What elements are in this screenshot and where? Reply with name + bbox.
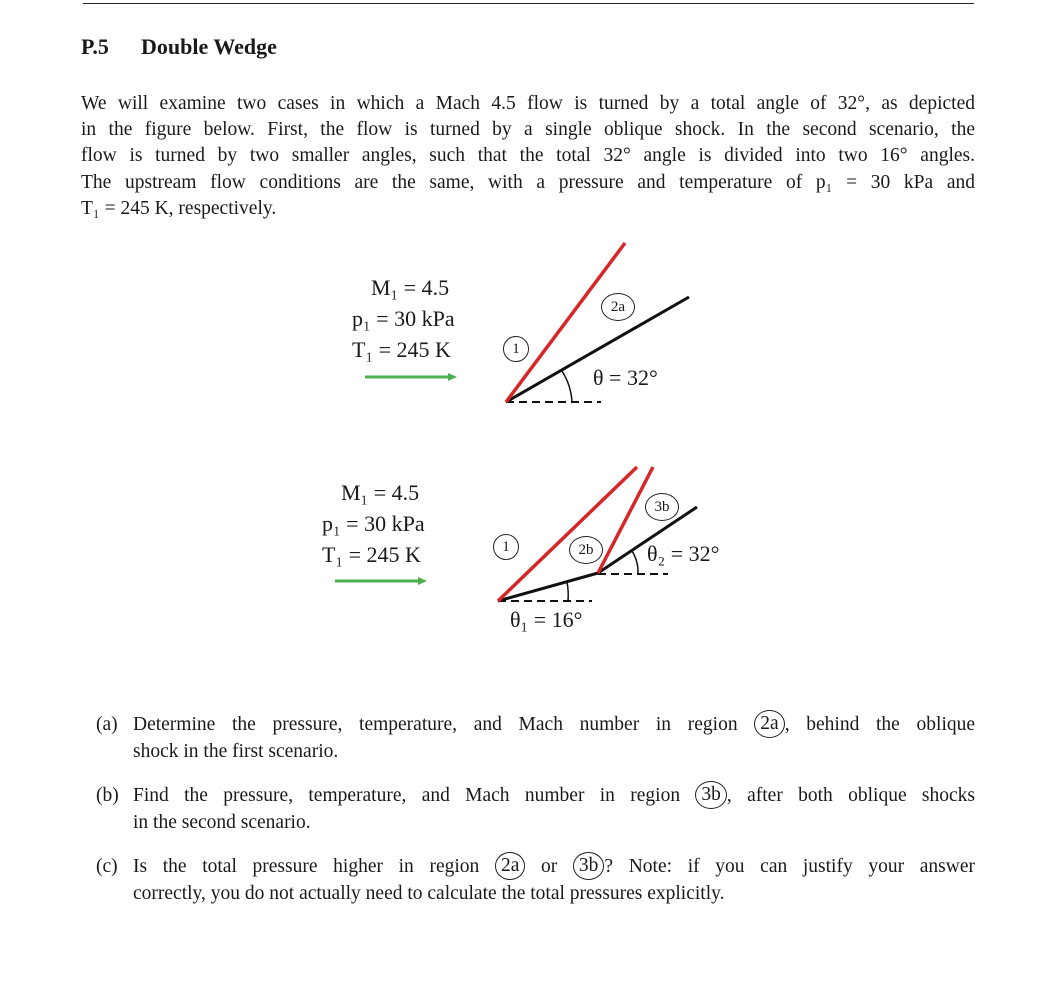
question-part-b	[96, 782, 975, 836]
fig2-pressure-label: p₁ = 30 kPa	[322, 511, 425, 536]
intro-line: T₁ = 245 K, respectively.	[81, 197, 277, 219]
fig2-angle2-label: θ₂ = 32°	[647, 541, 720, 566]
flow-arrowhead-1	[448, 373, 457, 381]
part-label: (b)	[96, 785, 119, 806]
part-text: Determine the pressure, temperature, and Mach number in region	[133, 714, 738, 735]
fig1-region-1-marker: 1	[503, 336, 529, 362]
angle-arc-1	[562, 371, 572, 402]
part-line: in the second scenario.	[133, 812, 311, 833]
question-parts	[96, 711, 975, 924]
question-part-a	[96, 711, 975, 765]
angle-arc-2b	[632, 551, 638, 574]
oblique-shock-2b	[598, 467, 653, 573]
flow-arrowhead-2	[418, 577, 427, 585]
problem-number: P.5	[81, 34, 109, 59]
part-line	[133, 782, 975, 809]
fig2-temperature-label: T₁ = 245 K	[322, 542, 421, 567]
part-line: correctly, you do not actually need to calculate the total pressures explicitly.	[133, 883, 725, 904]
fig2-mach-label: M₁ = 4.5	[341, 480, 420, 505]
part-text: ? Note: if you can justify your answer	[604, 856, 975, 877]
intro-line: flow is turned by two smaller angles, such that the total 32° angle is divided into two 16° angles.	[81, 145, 975, 167]
region-3b-marker: 3b	[695, 781, 727, 809]
fig2-angle1-label: θ₁ = 16°	[510, 607, 583, 632]
question-part-c	[96, 853, 975, 907]
region-2a-marker: 2a	[495, 852, 525, 880]
part-text: or	[541, 856, 558, 877]
part-text: Is the total pressure higher in region	[133, 856, 480, 877]
part-label: (c)	[96, 856, 118, 877]
fig2-region-3b-marker: 3b	[645, 493, 679, 521]
fig2-region-1-marker: 1	[493, 534, 519, 560]
intro-line: in the figure below. First, the flow is turned by a single oblique shock. In the second scenario, the	[81, 119, 975, 141]
region-3b-marker: 3b	[573, 852, 605, 880]
part-label: (a)	[96, 714, 118, 735]
part-line: shock in the first scenario.	[133, 741, 339, 762]
intro-line: The upstream flow conditions are the same, with a pressure and temperature of p₁ = 30 kPa and	[81, 171, 975, 193]
fig2-region-2b-marker: 2b	[569, 536, 603, 564]
angle-arc-2a	[567, 582, 568, 601]
fig1-temperature-label: T₁ = 245 K	[352, 337, 451, 362]
fig1-region-2a-marker: 2a	[601, 293, 635, 321]
part-text: , after both oblique shocks	[726, 785, 976, 806]
fig1-mach-label: M₁ = 4.5	[371, 275, 450, 300]
part-line	[133, 711, 975, 738]
part-line	[133, 853, 975, 880]
part-text: , behind the oblique	[784, 714, 976, 735]
region-2a-marker: 2a	[754, 710, 784, 738]
fig1-pressure-label: p₁ = 30 kPa	[352, 306, 455, 331]
problem-title: Double Wedge	[141, 34, 277, 59]
fig1-angle-label: θ = 32°	[593, 365, 658, 390]
part-text: Find the pressure, temperature, and Mach number in region	[133, 785, 681, 806]
intro-line: We will examine two cases in which a Mach 4.5 flow is turned by a total angle of 32°, as depicted	[81, 93, 975, 114]
